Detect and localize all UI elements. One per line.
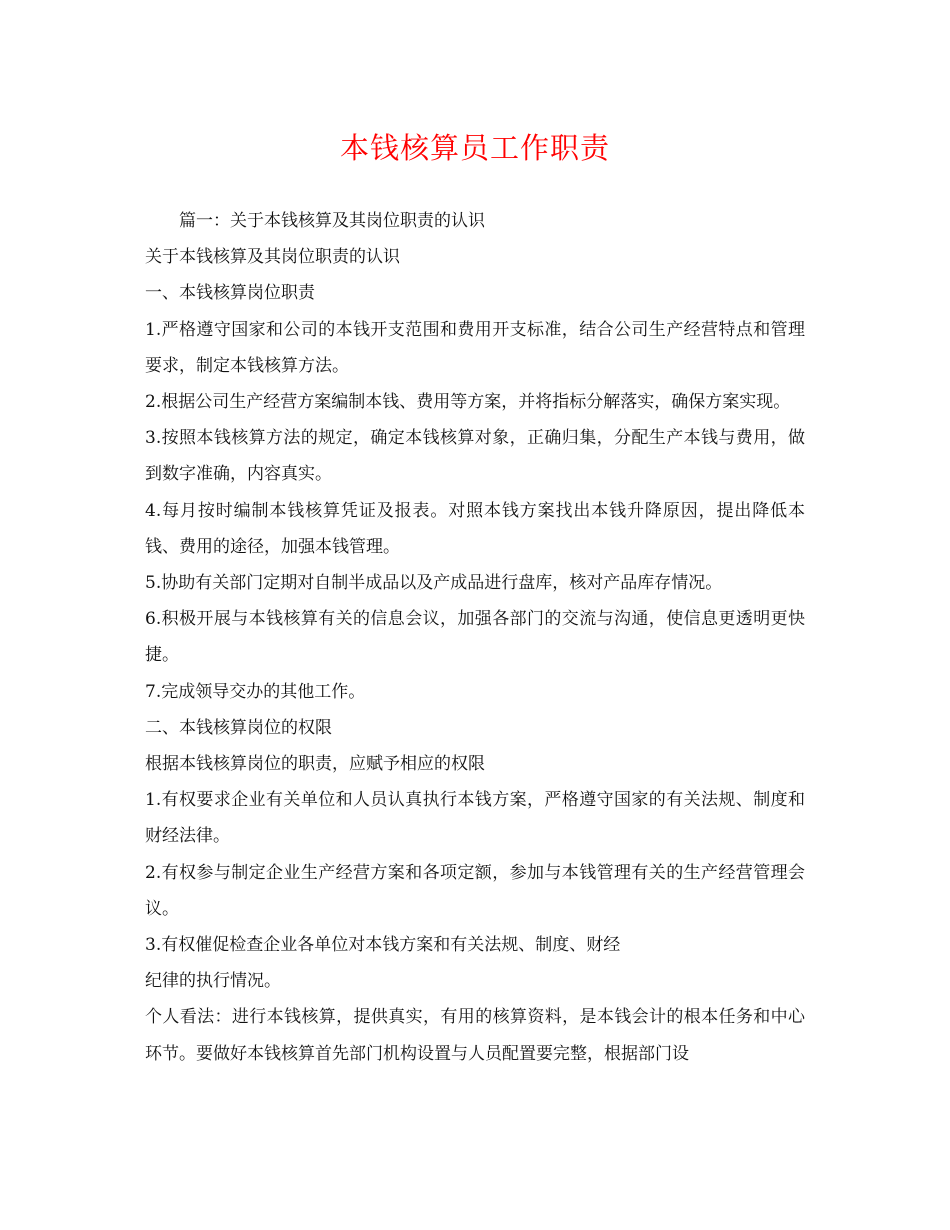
paragraph: 个人看法：进行本钱核算，提供真实，有用的核算资料，是本钱会计的根本任务和中心环节。要做好本钱核算首先部门机构设置与人员配置要完整，根据部门设 <box>145 1007 805 1064</box>
section-heading: 一、本钱核算岗位职责 <box>145 283 315 304</box>
list-item: 1.严格遵守国家和公司的本钱开支范围和费用开支标准，结合公司生产经营特点和管理要求，制定本钱核算方法。 <box>145 319 805 376</box>
section-heading: 二、本钱核算岗位的权限 <box>145 717 332 738</box>
paragraph: 根据本钱核算岗位的职责，应赋予相应的权限 <box>145 754 485 775</box>
list-item: 6.积极开展与本钱核算有关的信息会议，加强各部门的交流与沟通，使信息更透明更快捷。 <box>145 609 805 666</box>
list-item: 3.按照本钱核算方法的规定，确定本钱核算对象，正确归集，分配生产本钱与费用，做到数字准确，内容真实。 <box>145 428 805 485</box>
list-item: 4.每月按时编制本钱核算凭证及报表。对照本钱方案找出本钱升降原因，提出降低本钱、费用的途径，加强本钱管理。 <box>145 500 805 557</box>
list-item: 2.根据公司生产经营方案编制本钱、费用等方案，并将指标分解落实，确保方案实现。 <box>145 392 791 413</box>
subtitle: 关于本钱核算及其岗位职责的认识 <box>145 247 400 268</box>
list-item: 2.有权参与制定企业生产经营方案和各项定额，参加与本钱管理有关的生产经营管理会议。 <box>145 862 805 919</box>
list-item: 5.协助有关部门定期对自制半成品以及产成品进行盘库，核对产品库存情况。 <box>145 573 723 594</box>
list-item: 7.完成领导交办的其他工作。 <box>145 681 366 702</box>
section-heading: 篇一：关于本钱核算及其岗位职责的认识 <box>179 211 485 231</box>
list-item: 1.有权要求企业有关单位和人员认真执行本钱方案，严格遵守国家的有关法规、制度和财经法律。 <box>145 790 805 847</box>
list-item: 3.有权催促检查企业各单位对本钱方案和有关法规、制度、财经 <box>145 935 621 956</box>
paragraph: 纪律的执行情况。 <box>145 971 281 992</box>
document-body <box>145 203 805 1072</box>
document-title: 本钱核算员工作职责 <box>339 131 610 165</box>
